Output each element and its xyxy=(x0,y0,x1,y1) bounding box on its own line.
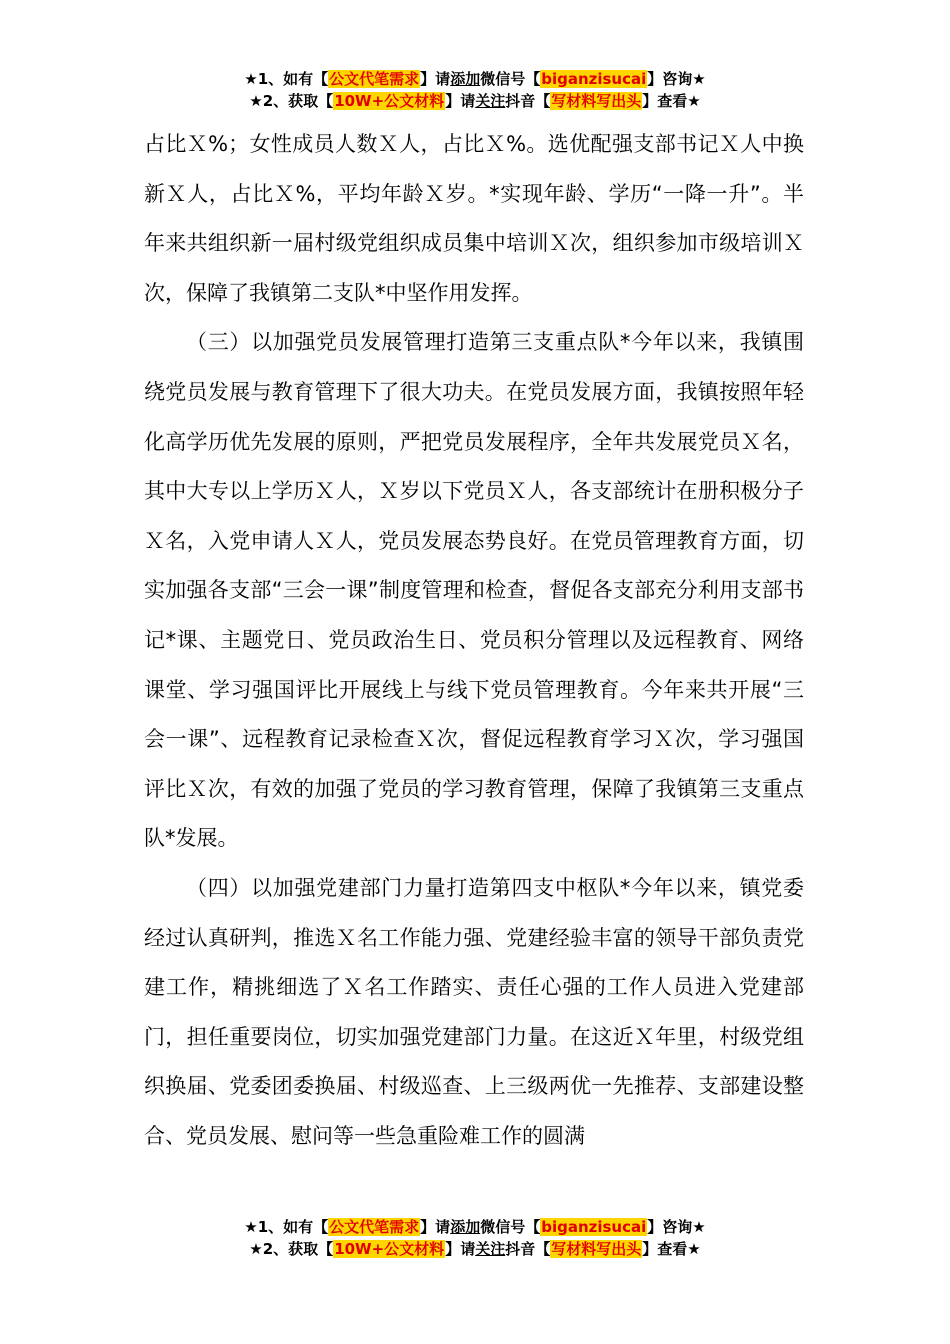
banner-text: ★2、获取【 xyxy=(249,92,334,110)
banner-text: ★1、如有【 xyxy=(244,1218,329,1236)
banner-line-1 xyxy=(0,1216,950,1238)
banner-underline: 关注 xyxy=(475,92,506,110)
banner-line-2 xyxy=(0,90,950,112)
banner-underline: 添加 xyxy=(450,1218,481,1236)
banner-text: 】请 xyxy=(420,1218,451,1236)
banner-line-2 xyxy=(0,1238,950,1260)
banner-text: 抖音【 xyxy=(505,92,551,110)
banner-highlight: biganzisucai xyxy=(541,70,647,88)
banner-text: 】请 xyxy=(445,1240,476,1258)
banner-highlight: biganzisucai xyxy=(541,1218,647,1236)
footer-banner xyxy=(0,1216,950,1260)
banner-text: 】请 xyxy=(445,92,476,110)
banner-highlight: 写材料写出头 xyxy=(551,1240,642,1258)
banner-text: ★1、如有【 xyxy=(244,70,329,88)
banner-line-1 xyxy=(0,68,950,90)
banner-underline: 添加 xyxy=(450,70,481,88)
banner-highlight: 公文代笔需求 xyxy=(329,1218,420,1236)
banner-text: ★2、获取【 xyxy=(249,1240,334,1258)
banner-text: 微信号【 xyxy=(480,1218,541,1236)
banner-text: 】咨询★ xyxy=(647,1218,706,1236)
banner-highlight: 公文代笔需求 xyxy=(329,70,420,88)
banner-highlight: 10W+公文材料 xyxy=(334,92,445,110)
banner-highlight: 10W+公文材料 xyxy=(334,1240,445,1258)
banner-text: 】咨询★ xyxy=(647,70,706,88)
banner-text: 抖音【 xyxy=(505,1240,551,1258)
banner-text: 】查看★ xyxy=(642,92,701,110)
banner-text: 】查看★ xyxy=(642,1240,701,1258)
paragraph-continued: 占比Ｘ%；女性成员人数Ｘ人，占比Ｘ%。选优配强支部书记Ｘ人中换新Ｘ人，占比Ｘ%，平均年龄Ｘ岁。*实现年龄、学历“一降一升”。半年来共组织新一届村级党组织成员集中培训Ｘ次，组织参加市级培训Ｘ次，保障了我镇第二支队*中坚作用发挥。 xyxy=(144,132,804,305)
paragraph-section-four: （四）以加强党建部门力量打造第四支中枢队*今年以来，镇党委经过认真研判，推选Ｘ名工作能力强、党建经验丰富的领导干部负责党建工作，精挑细选了Ｘ名工作踏实、责任心强的工作人员进入党建部门，担任重要岗位，切实加强党建部门力量。在这近Ｘ年里，村级党组织换届、党委团委换届、村级巡查、上三级两优一先推荐、支部建设整合、党员发展、慰问等一些急重险难工作的圆满 xyxy=(144,875,804,1148)
banner-highlight: 写材料写出头 xyxy=(551,92,642,110)
header-banner xyxy=(0,68,950,112)
paragraph-section-three: （三）以加强党员发展管理打造第三支重点队*今年以来，我镇围绕党员发展与教育管理下了很大功夫。在党员发展方面，我镇按照年轻化高学历优先发展的原则，严把党员发展程序，全年共发展党员Ｘ名，其中大专以上学历Ｘ人，Ｘ岁以下党员Ｘ人，各支部统计在册积极分子Ｘ名，入党申请人Ｘ人，党员发展态势良好。在党员管理教育方面，切实加强各支部“三会一课”制度管理和检查，督促各支部充分利用支部书记*课、主题党日、党员政治生日、党员积分管理以及远程教育、网络课堂、学习强国评比开展线上与线下党员管理教育。今年来共开展“三会一课”、远程教育记录检查Ｘ次，督促远程教育学习Ｘ次，学习强国评比Ｘ次，有效的加强了党员的学习教育管理，保障了我镇第三支重点队*发展。 xyxy=(144,330,804,851)
banner-text: 微信号【 xyxy=(480,70,541,88)
banner-underline: 关注 xyxy=(475,1240,506,1258)
document-body xyxy=(144,120,804,1161)
banner-text: 】请 xyxy=(420,70,451,88)
